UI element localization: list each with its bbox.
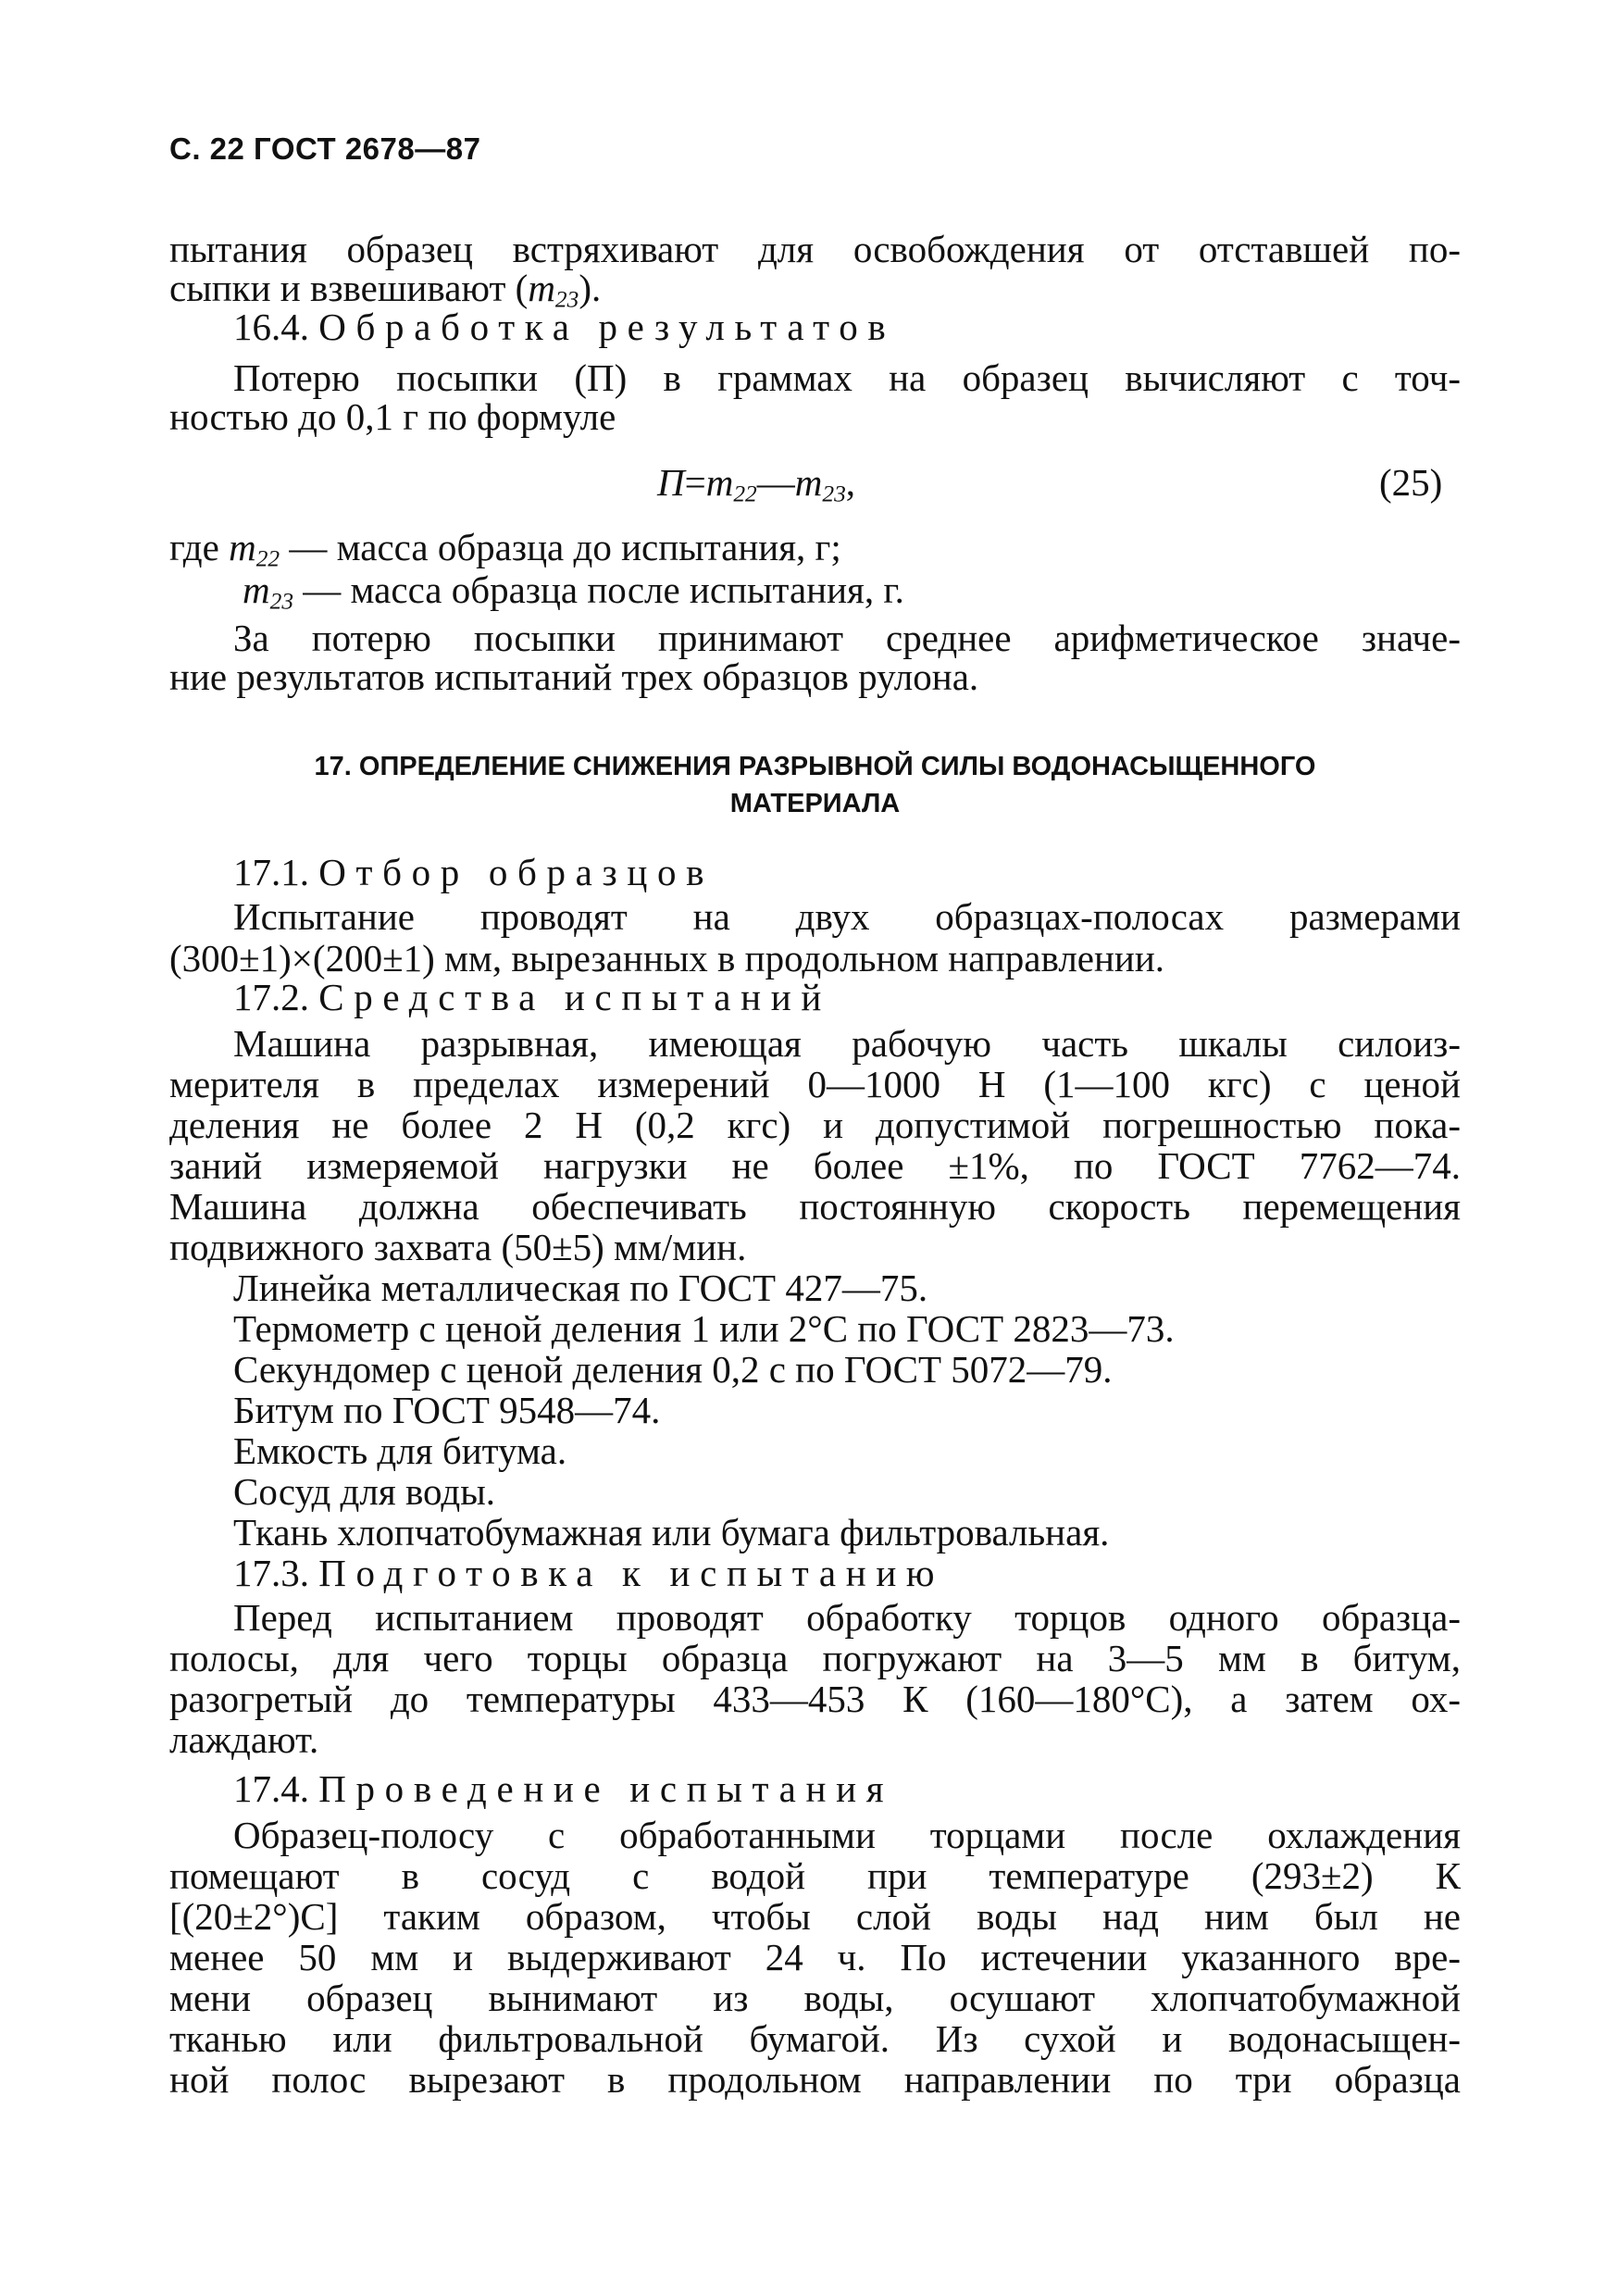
variable: m	[243, 568, 270, 611]
paragraph-line: тканью или фильтровальной бумагой. Из сухой и водонасыщен-	[169, 2017, 1461, 2060]
subsection-title: Подготовка к испытанию	[318, 1552, 945, 1594]
subsection-heading	[233, 974, 1461, 1020]
list-item: Ткань хлопчатобумажная или бумага фильтровальная.	[233, 1511, 1110, 1554]
paragraph-line: лаждают.	[169, 1718, 319, 1761]
paragraph-line: полосы, для чего торцы образца погружают на 3—5 мм в битум,	[169, 1637, 1461, 1679]
paragraph-line: менее 50 мм и выдерживают 24 ч. По истечении указанного вре-	[169, 1936, 1461, 1978]
variable: П	[657, 461, 685, 504]
subsection-title: Отбор образцов	[318, 851, 715, 893]
subsection-heading	[233, 304, 1461, 350]
list-item: Емкость для битума.	[233, 1429, 567, 1472]
variable: m	[794, 461, 823, 504]
subsection-title: Обработка результатов	[318, 306, 896, 348]
list-item: Термометр с ценой деления 1 или 2°С по ГОСТ 2823—73.	[233, 1307, 1175, 1350]
paragraph-line: деления не более 2 Н (0,2 кгс) и допустимой погрешностью пока-	[169, 1104, 1461, 1146]
subsection-number: 17.3.	[233, 1552, 309, 1594]
paragraph-line: ностью до 0,1 г по формуле	[169, 395, 616, 438]
paragraph-line: Машина разрывная, имеющая рабочую часть шкалы силоиз-	[233, 1022, 1461, 1065]
section-heading: 17. ОПРЕДЕЛЕНИЕ СНИЖЕНИЯ РАЗРЫВНОЙ СИЛЫ ВОДОНАСЫЩЕННОГО	[314, 752, 1316, 781]
page-header	[169, 131, 480, 167]
subsection-heading	[233, 1550, 1461, 1596]
standard-code: ГОСТ 2678—87	[254, 131, 481, 166]
subsection-title: Проведение испытания	[318, 1767, 894, 1810]
paragraph-line: заний измеряемой нагрузки не более ±1%, по ГОСТ 7762—74.	[169, 1144, 1461, 1187]
subscript: 22	[733, 480, 757, 507]
variable: m	[528, 267, 555, 309]
list-item: Сосуд для воды.	[233, 1470, 496, 1513]
variable: m	[705, 461, 734, 504]
operator: —	[756, 461, 795, 504]
subscript: 23	[822, 480, 846, 507]
text-fragment: сыпки и взвешивают (	[169, 267, 529, 309]
paragraph-line: подвижного захвата (50±5) мм/мин.	[169, 1226, 747, 1268]
subsection-number: 16.4.	[233, 306, 309, 348]
paragraph-line: пытания образец встряхивают для освобождения от отставшей по-	[169, 228, 1461, 270]
where-word: где	[169, 526, 219, 568]
text-fragment: ).	[579, 267, 602, 309]
variable-description: — масса образца после испытания, г.	[303, 568, 904, 611]
paragraph-line: мени образец вынимают из воды, осушают хлопчатобумажной	[169, 1977, 1461, 2019]
paragraph-line: ной полос вырезают в продольном направлении по три образца	[169, 2058, 1461, 2101]
subsection-number: 17.1.	[233, 851, 309, 893]
subscript: 23	[269, 588, 294, 615]
list-item: Битум по ГОСТ 9548—74.	[233, 1389, 661, 1431]
subsection-number: 17.4.	[233, 1767, 309, 1810]
paragraph-line: Образец-полосу с обработанными торцами после охлаждения	[233, 1814, 1461, 1856]
paragraph-line: За потерю посыпки принимают среднее арифметическое значе-	[233, 617, 1461, 659]
paragraph-line: ние результатов испытаний трех образцов рулона.	[169, 655, 979, 698]
paragraph-line: (300±1)×(200±1) мм, вырезанных в продольном направлении.	[169, 937, 1165, 980]
subscript: 23	[554, 286, 579, 313]
paragraph-line: разогретый до температуры 433—453 К (160—180°С), а затем ох-	[169, 1678, 1461, 1720]
punctuation: ,	[845, 461, 856, 504]
paragraph-line: Машина должна обеспечивать постоянную скорость перемещения	[169, 1185, 1461, 1228]
list-item: Секундомер с ценой деления 0,2 с по ГОСТ 5072—79.	[233, 1348, 1113, 1391]
subsection-title: Средства испытаний	[318, 976, 831, 1018]
subsection-heading	[233, 849, 1461, 895]
page-number: С. 22	[169, 131, 245, 166]
formula	[657, 459, 855, 517]
paragraph-line: [(20±2°)С] таким образом, чтобы слой воды над ним был не	[169, 1895, 1461, 1938]
paragraph-line: Перед испытанием проводят обработку торцов одного образца-	[233, 1596, 1461, 1639]
paragraph-line: Испытание проводят на двух образцах-полосах размерами	[233, 895, 1461, 938]
subscript: 22	[255, 545, 280, 572]
paragraph-line: мерителя в пределах измерений 0—1000 Н (1—100 кгс) с ценой	[169, 1063, 1461, 1105]
paragraph-line: помещают в сосуд с водой при температуре (293±2) К	[169, 1854, 1461, 1897]
formula-number: (25)	[1379, 461, 1443, 504]
subsection-number: 17.2.	[233, 976, 309, 1018]
operator: =	[684, 461, 706, 504]
section-heading: МАТЕРИАЛА	[729, 789, 901, 818]
paragraph-line: Потерю посыпки (П) в граммах на образец вычисляют с точ-	[233, 356, 1461, 399]
list-item: Линейка металлическая по ГОСТ 427—75.	[233, 1267, 928, 1309]
variable: m	[229, 526, 256, 568]
subsection-heading	[233, 1766, 1461, 1812]
variable-description: — масса образца до испытания, г;	[289, 526, 841, 568]
